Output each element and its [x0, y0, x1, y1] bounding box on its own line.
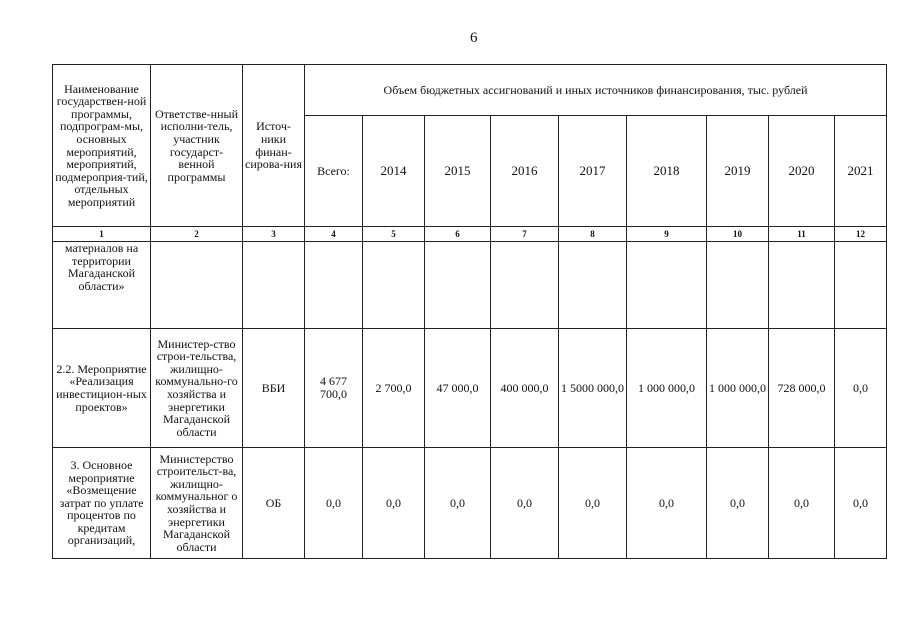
row-value-cell	[627, 242, 707, 329]
row-value-cell: 0,0	[491, 448, 559, 559]
row-value-cell: 47 000,0	[425, 329, 491, 448]
column-number: 3	[243, 227, 305, 242]
budget-table	[52, 64, 887, 559]
row-value-cell: 400 000,0	[491, 329, 559, 448]
row-source-cell: ОБ	[243, 448, 305, 559]
row-value-cell: 0,0	[835, 448, 887, 559]
row-total-cell: 4 677 700,0	[305, 329, 363, 448]
row-source-cell	[243, 242, 305, 329]
column-number: 10	[707, 227, 769, 242]
row-value-cell: 0,0	[707, 448, 769, 559]
table-row	[53, 242, 887, 329]
row-name-cell: материалов на территории Магаданской области»	[53, 242, 151, 329]
header-source: Источ-ники финан-сирова-ния	[243, 65, 305, 227]
row-total-cell: 0,0	[305, 448, 363, 559]
row-value-cell: 0,0	[835, 329, 887, 448]
header-year: 2015	[425, 116, 491, 227]
row-executor-cell: Министер-ство строи-тельства, жилищно-коммунально-го хозяйства и энергетики Магаданской области	[151, 329, 243, 448]
row-name-cell: 3. Основное мероприятие «Возмещение затрат по уплате процентов по кредитам организаций,	[53, 448, 151, 559]
column-number: 11	[769, 227, 835, 242]
row-value-cell: 0,0	[769, 448, 835, 559]
header-row-1	[53, 65, 887, 116]
header-year: 2016	[491, 116, 559, 227]
table-row	[53, 448, 887, 559]
row-total-cell	[305, 242, 363, 329]
column-number: 6	[425, 227, 491, 242]
header-budget: Объем бюджетных ассигнований и иных источников финансирования, тыс. рублей	[305, 65, 887, 116]
header-year: 2021	[835, 116, 887, 227]
row-value-cell	[769, 242, 835, 329]
row-source-cell: ВБИ	[243, 329, 305, 448]
header-year: 2017	[559, 116, 627, 227]
table-row	[53, 329, 887, 448]
header-total: Всего:	[305, 116, 363, 227]
row-value-cell	[707, 242, 769, 329]
row-value-cell: 0,0	[627, 448, 707, 559]
row-value-cell	[363, 242, 425, 329]
row-value-cell: 728 000,0	[769, 329, 835, 448]
column-number: 2	[151, 227, 243, 242]
page-number: 6	[470, 30, 478, 46]
column-number: 1	[53, 227, 151, 242]
row-executor-cell	[151, 242, 243, 329]
header-year: 2019	[707, 116, 769, 227]
row-value-cell: 0,0	[425, 448, 491, 559]
header-year: 2014	[363, 116, 425, 227]
column-number: 9	[627, 227, 707, 242]
column-number: 8	[559, 227, 627, 242]
row-value-cell	[425, 242, 491, 329]
column-number: 12	[835, 227, 887, 242]
row-name-cell: 2.2. Мероприятие «Реализация инвестицион-ных проектов»	[53, 329, 151, 448]
row-value-cell: 0,0	[363, 448, 425, 559]
row-value-cell: 1 000 000,0	[707, 329, 769, 448]
row-value-cell	[559, 242, 627, 329]
row-executor-cell: Министерство строительст-ва, жилищно-коммунальног о хозяйства и энергетики Магаданской области	[151, 448, 243, 559]
column-number-row	[53, 227, 887, 242]
header-name: Наименование государствен-ной программы, подпрограм-мы, основных мероприятий, мероприятий, подмероприя-тий, отдельных мероприятий	[53, 65, 151, 227]
header-year: 2020	[769, 116, 835, 227]
column-number: 5	[363, 227, 425, 242]
header-year: 2018	[627, 116, 707, 227]
column-number: 7	[491, 227, 559, 242]
header-executor: Ответстве-нный исполни-тель, участник государст-венной программы	[151, 65, 243, 227]
row-value-cell: 2 700,0	[363, 329, 425, 448]
row-value-cell: 1 5000 000,0	[559, 329, 627, 448]
row-value-cell	[491, 242, 559, 329]
row-value-cell: 0,0	[559, 448, 627, 559]
column-number: 4	[305, 227, 363, 242]
row-value-cell	[835, 242, 887, 329]
row-value-cell: 1 000 000,0	[627, 329, 707, 448]
